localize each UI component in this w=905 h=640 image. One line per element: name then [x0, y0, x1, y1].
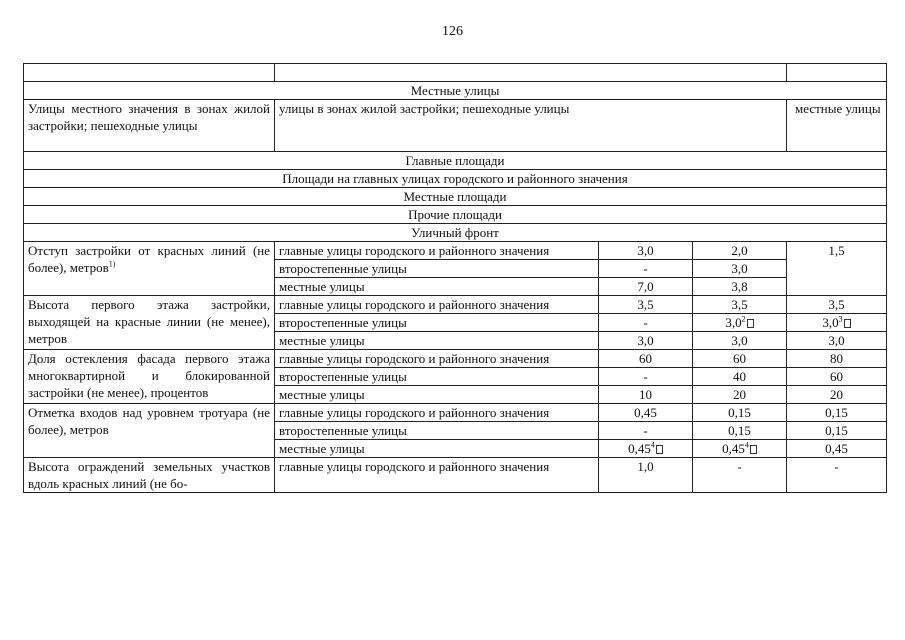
value-cell: - [693, 458, 787, 493]
missing-glyph-box [656, 445, 663, 454]
value-cell: 60 [787, 368, 887, 386]
local-streets-row [24, 100, 887, 152]
param-label: Доля остекления фасада первого этажа многоквартирной и блокированной застройки (не менее), процентов [24, 350, 275, 404]
param-label: Отступ застройки от красных линий (не более), метров$^{1)}$ [24, 242, 275, 296]
missing-glyph-box [844, 319, 851, 328]
section-heading: Местные площади [24, 188, 887, 206]
missing-glyph-box [750, 445, 757, 454]
value-cell: 3,5 [599, 296, 693, 314]
value-cell: 3,5 [787, 296, 887, 314]
value-cell: - [599, 422, 693, 440]
param-row [24, 458, 887, 493]
value-cell: 3,5 [693, 296, 787, 314]
value-cell: - [599, 368, 693, 386]
value-cell: 0,45$^4$ [693, 440, 787, 458]
street-type-cell: второстепенные улицы [275, 260, 599, 278]
value-cell: 3,0 [787, 332, 887, 350]
value-cell: 0,15 [693, 404, 787, 422]
street-type-cell: местные улицы [275, 440, 599, 458]
section-heading-row [24, 82, 887, 100]
street-type-cell: второстепенные улицы [275, 422, 599, 440]
street-type-cell: главные улицы городского и районного значения [275, 242, 599, 260]
value-cell: - [599, 314, 693, 332]
street-type-cell: местные улицы [275, 278, 599, 296]
value-cell: 60 [693, 350, 787, 368]
value-cell: $3,0^2$ [693, 314, 787, 332]
param-row [24, 404, 887, 422]
param-row [24, 350, 887, 368]
street-type-cell: второстепенные улицы [275, 314, 599, 332]
value-cell: 1,5 [787, 242, 887, 296]
param-label: Отметка входов над уровнем тротуара (не более), метров [24, 404, 275, 458]
value-cell: 60 [599, 350, 693, 368]
value-cell: 20 [693, 386, 787, 404]
blank-cell [275, 64, 787, 82]
blank-cell [24, 64, 275, 82]
class-cell: местные улицы [787, 100, 887, 152]
section-heading: Уличный фронт [24, 224, 887, 242]
section-heading: Местные улицы [24, 82, 887, 100]
street-type-cell: второстепенные улицы [275, 368, 599, 386]
value-cell: 1,0 [599, 458, 693, 493]
value-cell: 40 [693, 368, 787, 386]
value-cell: 7,0 [599, 278, 693, 296]
value-cell: 0,15 [693, 422, 787, 440]
value-cell: 0,15 [787, 422, 887, 440]
category-cell: Улицы местного значения в зонах жилой застройки; пешеходные улицы [24, 100, 275, 152]
street-type-cell: главные улицы городского и районного значения [275, 404, 599, 422]
value-cell: 3,0 [693, 332, 787, 350]
value-cell: - [787, 458, 887, 493]
street-type-cell: главные улицы городского и районного значения [275, 458, 599, 493]
value-cell: 0,45 [599, 404, 693, 422]
value-cell: 0,15 [787, 404, 887, 422]
blank-row [24, 64, 887, 82]
standards-table [23, 63, 887, 493]
value-cell: 3,0 [693, 260, 787, 278]
street-type-cell: главные улицы городского и районного значения [275, 350, 599, 368]
value-cell: - [599, 260, 693, 278]
value-cell: 20 [787, 386, 887, 404]
param-row [24, 296, 887, 314]
missing-glyph-box [747, 319, 754, 328]
value-cell: $3,0^3$ [787, 314, 887, 332]
section-heading: Площади на главных улицах городского и районного значения [24, 170, 887, 188]
param-row [24, 242, 887, 260]
value-cell: 2,0 [693, 242, 787, 260]
value-cell: 3,8 [693, 278, 787, 296]
param-label: Высота ограждений земельных участков вдоль красных линий (не бо- [24, 458, 275, 493]
street-type-cell: местные улицы [275, 386, 599, 404]
value-cell: 3,0 [599, 332, 693, 350]
value-cell: 0,45 [787, 440, 887, 458]
value-cell: 0,45$^4$ [599, 440, 693, 458]
street-type-cell: местные улицы [275, 332, 599, 350]
section-heading: Главные площади [24, 152, 887, 170]
page-number: 126 [442, 24, 463, 39]
blank-cell [787, 64, 887, 82]
value-cell: 3,0 [599, 242, 693, 260]
street-types-cell: улицы в зонах жилой застройки; пешеходные улицы [275, 100, 787, 152]
value-cell: 80 [787, 350, 887, 368]
value-cell: 10 [599, 386, 693, 404]
param-label: Высота первого этажа застройки, выходящей на красные линии (не менее), метров [24, 296, 275, 350]
street-type-cell: главные улицы городского и районного значения [275, 296, 599, 314]
section-heading: Прочие площади [24, 206, 887, 224]
